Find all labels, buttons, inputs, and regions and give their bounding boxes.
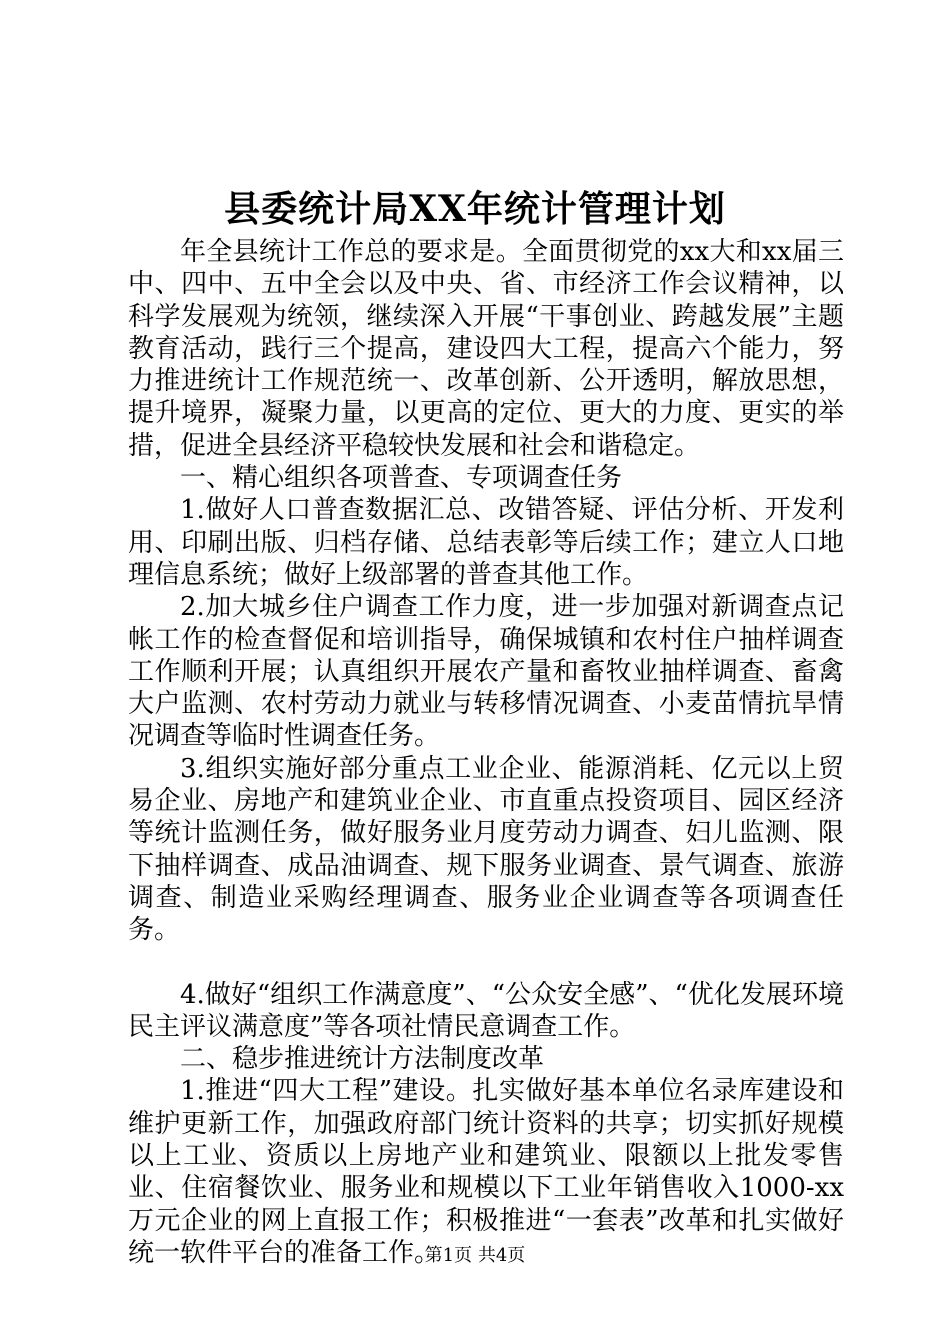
list-item-1-3: 3.组织实施好部分重点工业企业、能源消耗、亿元以上贸易企业、房地产和建筑业企业、市直重点投资项目、园区经济等统计监测任务，做好服务业月度劳动力调查、妇儿监测、限下抽样调查、成品油调查、规下服务业调查、景气调查、旅游调查、制造业采购经理调查、服务业企业调查等各项调查任务。 bbox=[128, 753, 844, 946]
document-title: 县委统计局XX年统计管理计划 bbox=[224, 188, 726, 230]
list-item-1-4: 4.做好“组织工作满意度”、“公众安全感”、“优化发展环境民主评议满意度”等各项社情民意调查工作。 bbox=[128, 979, 844, 1042]
section-heading-1: 一、精心组织各项普查、专项调查任务 bbox=[180, 463, 623, 494]
section-heading-2: 二、稳步推进统计方法制度改革 bbox=[180, 1044, 545, 1075]
intro-paragraph: 年全县统计工作总的要求是。全面贯彻党的xx大和xx届三中、四中、五中全会以及中央、省、市经济工作会议精神，以科学发展观为统领，继续深入开展“干事创业、跨越发展”主题教育活动，践行三个提高，建设四大工程，提高六个能力，努力推进统计工作规范统一、改革创新、公开透明，解放思想，提升境界，凝聚力量，以更高的定位、更大的力度、更实的举措，促进全县经济平稳较快发展和社会和谐稳定。 bbox=[128, 237, 844, 461]
list-item-1-1: 1.做好人口普查数据汇总、改错答疑、评估分析、开发利用、印刷出版、归档存储、总结表彰等后续工作；建立人口地理信息系统；做好上级部署的普查其他工作。 bbox=[128, 495, 844, 590]
page-number-footer: 第1页 共4页 bbox=[424, 1245, 526, 1266]
document-body bbox=[128, 236, 844, 1269]
list-item-2-1: 1.推进“四大工程”建设。扎实做好基本单位名录库建设和维护更新工作，加强政府部门统计资料的共享；切实抓好规模以上工业、资质以上房地产业和建筑业、限额以上批发零售业、住宿餐饮业、服务业和规模以下工业年销售收入1000-xx万元企业的网上直报工作；积极推进“一套表”改革和扎实做好统一软件平台的准备工作。 bbox=[128, 1076, 844, 1268]
list-item-1-2: 2.加大城乡住户调查工作力度，进一步加强对新调查点记帐工作的检查督促和培训指导，确保城镇和农村住户抽样调查工作顺利开展；认真组织开展农产量和畜牧业抽样调查、畜禽大户监测、农村劳动力就业与转移情况调查、小麦苗情抗旱情况调查等临时性调查任务。 bbox=[128, 592, 844, 752]
